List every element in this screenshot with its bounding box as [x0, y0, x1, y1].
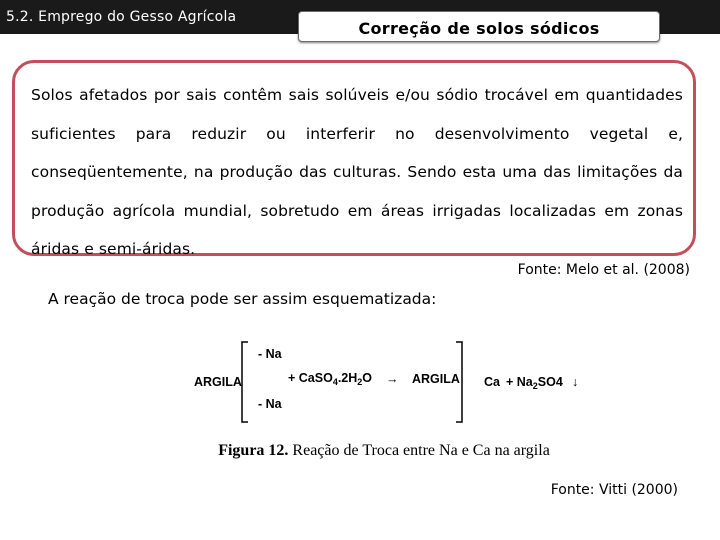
- reaction-arrow: →: [386, 372, 399, 386]
- clay-right: ARGILA: [412, 372, 460, 386]
- caption-label: Figura 12.: [218, 442, 289, 459]
- figure-caption: [0, 442, 720, 460]
- product-ca: Ca: [484, 375, 500, 389]
- definition-text: Solos afetados por sais contêm sais solúveis e/ou sódio trocável em quantidades suficientes para reduzir ou interferir no desenvolvimento vegetal e, conseqüentemente, na produção das culturas. Sendo esta uma das limitações da produção agrícola mundial, sobretudo em áreas irrigadas localizadas em zonas áridas e semi-áridas.: [31, 86, 683, 258]
- source-melo: Fonte: Melo et al. (2008): [517, 262, 690, 278]
- na-top: - Na: [258, 347, 282, 361]
- page-title: Correção de solos sódicos: [358, 19, 600, 38]
- source-vitti: Fonte: Vitti (2000): [550, 482, 678, 498]
- left-bracket: [242, 342, 248, 422]
- clay-left: ARGILA: [194, 375, 242, 389]
- intro-text: A reação de troca pode ser assim esquematizada:: [48, 290, 437, 308]
- reagent: + $CaSO_4.2H_2O$: [288, 371, 373, 387]
- definition-panel: [12, 60, 696, 256]
- product-na2so4: + $Na_2SO4$: [506, 375, 563, 391]
- caption-text: Reação de Troca entre Na e Ca na argila: [288, 442, 550, 459]
- na-bottom: - Na: [258, 397, 282, 411]
- precipitate-arrow: ↓: [572, 375, 579, 389]
- title-tab: [298, 11, 660, 42]
- section-label: 5.2. Emprego do Gesso Agrícola: [6, 9, 237, 25]
- exchange-reaction-figure: [190, 334, 610, 434]
